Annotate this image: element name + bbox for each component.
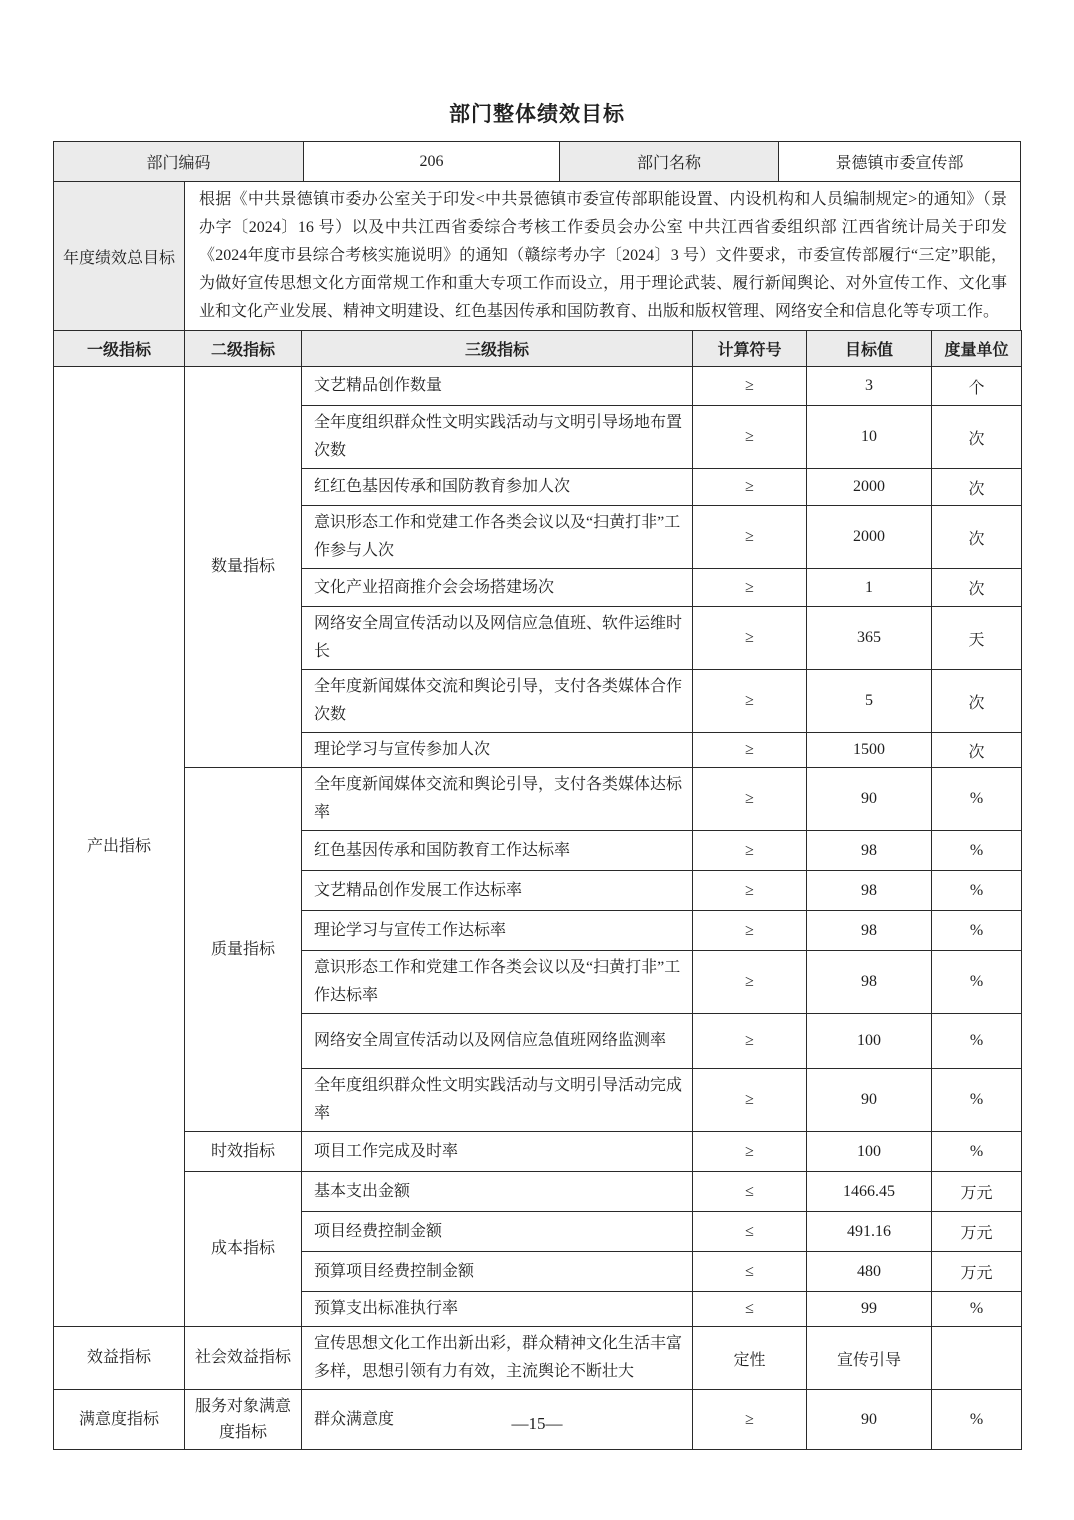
column-header: 二级指标	[185, 331, 302, 367]
target-value-cell: 98	[807, 911, 932, 951]
column-header: 计算符号	[693, 331, 807, 367]
target-value-cell: 2000	[807, 469, 932, 506]
level2-indicator-cell: 服务对象满意度指标	[185, 1390, 302, 1450]
target-value-cell: 1500	[807, 733, 932, 768]
unit-cell: %	[932, 871, 1022, 911]
table-row	[54, 1327, 1022, 1390]
target-value-cell: 90	[807, 768, 932, 831]
target-value-cell: 10	[807, 406, 932, 469]
annual-goal-label: 年度绩效总目标	[54, 182, 185, 331]
annual-goal-text: 根据《中共景德镇市委办公室关于印发<中共景德镇市委宣传部职能设置、内设机构和人员编制规定>的通知》（景办字〔2024〕16 号）以及中共江西省委综合考核工作委员会办公室 中共江西省委组织部 江西省统计局关于印发《2024年度市县综合考核实施说明》的通知（赣综考办字〔2024〕3 号）文件要求，市委宣传部履行“三定”职能，为做好宣传思想文化方面常规工作和重大专项工作而设立，用于理论武装、履行新闻舆论、对外宣传工作、文化事业和文化产业发展、精神文明建设、红色基因传承和国防教育、出版和版权管理、网络安全和信息化等专项工作。	[185, 182, 1021, 331]
unit-cell: 次	[932, 506, 1022, 569]
unit-cell	[932, 1327, 1022, 1390]
calc-symbol-cell: ≥	[693, 406, 807, 469]
dept-info-table	[53, 141, 1021, 182]
calc-symbol-cell: ≥	[693, 1390, 807, 1450]
column-header: 度量单位	[932, 331, 1022, 367]
level3-indicator-cell: 文艺精品创作数量	[302, 367, 693, 406]
unit-cell: 万元	[932, 1212, 1022, 1252]
dept-code-value: 206	[304, 142, 560, 182]
calc-symbol-cell: ≥	[693, 670, 807, 733]
level3-indicator-cell: 全年度新闻媒体交流和舆论引导，支付各类媒体达标率	[302, 768, 693, 831]
target-value-cell: 5	[807, 670, 932, 733]
target-value-cell: 1466.45	[807, 1172, 932, 1212]
calc-symbol-cell: ≥	[693, 871, 807, 911]
unit-cell: %	[932, 1069, 1022, 1132]
level1-indicator-cell: 效益指标	[54, 1327, 185, 1390]
level3-indicator-cell: 文艺精品创作发展工作达标率	[302, 871, 693, 911]
document-body	[53, 141, 1021, 1450]
calc-symbol-cell: ≤	[693, 1172, 807, 1212]
level3-indicator-cell: 预算项目经费控制金额	[302, 1252, 693, 1292]
annual-goal-table	[53, 181, 1021, 331]
unit-cell: 万元	[932, 1172, 1022, 1212]
column-header-row	[54, 331, 1022, 367]
unit-cell: 天	[932, 607, 1022, 670]
level3-indicator-cell: 网络安全周宣传活动以及网信应急值班网络监测率	[302, 1014, 693, 1069]
target-value-cell: 365	[807, 607, 932, 670]
level2-indicator-cell: 质量指标	[185, 768, 302, 1132]
level3-indicator-cell: 项目经费控制金额	[302, 1212, 693, 1252]
calc-symbol-cell: ≥	[693, 469, 807, 506]
calc-symbol-cell: 定性	[693, 1327, 807, 1390]
level1-indicator-cell: 满意度指标	[54, 1390, 185, 1450]
table-row	[54, 1172, 1022, 1212]
target-value-cell: 100	[807, 1014, 932, 1069]
level3-indicator-cell: 网络安全周宣传活动以及网信应急值班、软件运维时长	[302, 607, 693, 670]
level2-indicator-cell: 时效指标	[185, 1132, 302, 1172]
target-value-cell: 1	[807, 569, 932, 607]
unit-cell: 万元	[932, 1252, 1022, 1292]
dept-name-label: 部门名称	[560, 142, 779, 182]
page-title: 部门整体绩效目标	[449, 102, 625, 126]
calc-symbol-cell: ≥	[693, 911, 807, 951]
target-value-cell: 宣传引导	[807, 1327, 932, 1390]
target-value-cell: 98	[807, 951, 932, 1014]
dept-info-row	[54, 142, 1021, 182]
level3-indicator-cell: 预算支出标准执行率	[302, 1292, 693, 1327]
calc-symbol-cell: ≥	[693, 1069, 807, 1132]
unit-cell: 次	[932, 733, 1022, 768]
unit-cell: 次	[932, 670, 1022, 733]
level3-indicator-cell: 意识形态工作和党建工作各类会议以及“扫黄打非”工作参与人次	[302, 506, 693, 569]
unit-cell: %	[932, 831, 1022, 871]
calc-symbol-cell: ≥	[693, 1014, 807, 1069]
level3-indicator-cell: 意识形态工作和党建工作各类会议以及“扫黄打非”工作达标率	[302, 951, 693, 1014]
unit-cell: %	[932, 1132, 1022, 1172]
level3-indicator-cell: 红红色基因传承和国防教育参加人次	[302, 469, 693, 506]
level3-indicator-cell: 项目工作完成及时率	[302, 1132, 693, 1172]
target-value-cell: 100	[807, 1132, 932, 1172]
table-row	[54, 367, 1022, 406]
level3-indicator-cell: 红色基因传承和国防教育工作达标率	[302, 831, 693, 871]
unit-cell: %	[932, 911, 1022, 951]
annual-goal-row	[54, 182, 1021, 331]
target-value-cell: 90	[807, 1069, 932, 1132]
column-header: 一级指标	[54, 331, 185, 367]
unit-cell: %	[932, 951, 1022, 1014]
column-header: 三级指标	[302, 331, 693, 367]
level3-indicator-cell: 文化产业招商推介会会场搭建场次	[302, 569, 693, 607]
calc-symbol-cell: ≤	[693, 1252, 807, 1292]
dept-code-label: 部门编码	[54, 142, 304, 182]
table-row	[54, 1132, 1022, 1172]
page-number: —15—	[511, 1414, 563, 1433]
calc-symbol-cell: ≥	[693, 951, 807, 1014]
target-value-cell: 99	[807, 1292, 932, 1327]
unit-cell: 个	[932, 367, 1022, 406]
calc-symbol-cell: ≥	[693, 1132, 807, 1172]
level3-indicator-cell: 全年度组织群众性文明实践活动与文明引导场地布置次数	[302, 406, 693, 469]
level3-indicator-cell: 基本支出金额	[302, 1172, 693, 1212]
target-value-cell: 98	[807, 831, 932, 871]
level3-indicator-cell: 理论学习与宣传工作达标率	[302, 911, 693, 951]
target-value-cell: 90	[807, 1390, 932, 1450]
unit-cell: 次	[932, 469, 1022, 506]
target-value-cell: 98	[807, 871, 932, 911]
level2-indicator-cell: 数量指标	[185, 367, 302, 768]
calc-symbol-cell: ≥	[693, 831, 807, 871]
table-row	[54, 768, 1022, 831]
unit-cell: %	[932, 1292, 1022, 1327]
level1-indicator-cell: 产出指标	[54, 367, 185, 1327]
calc-symbol-cell: ≥	[693, 506, 807, 569]
level3-indicator-cell: 全年度新闻媒体交流和舆论引导，支付各类媒体合作次数	[302, 670, 693, 733]
unit-cell: %	[932, 1390, 1022, 1450]
target-value-cell: 491.16	[807, 1212, 932, 1252]
calc-symbol-cell: ≤	[693, 1292, 807, 1327]
performance-table-body	[54, 367, 1022, 1450]
column-header: 目标值	[807, 331, 932, 367]
target-value-cell: 2000	[807, 506, 932, 569]
level2-indicator-cell: 成本指标	[185, 1172, 302, 1327]
calc-symbol-cell: ≥	[693, 569, 807, 607]
performance-indicator-table	[53, 330, 1022, 1450]
dept-name-value: 景德镇市委宣传部	[779, 142, 1021, 182]
unit-cell: %	[932, 1014, 1022, 1069]
calc-symbol-cell: ≤	[693, 1212, 807, 1252]
level2-indicator-cell: 社会效益指标	[185, 1327, 302, 1390]
calc-symbol-cell: ≥	[693, 367, 807, 406]
calc-symbol-cell: ≥	[693, 607, 807, 670]
target-value-cell: 480	[807, 1252, 932, 1292]
level3-indicator-cell: 全年度组织群众性文明实践活动与文明引导活动完成率	[302, 1069, 693, 1132]
calc-symbol-cell: ≥	[693, 768, 807, 831]
level3-indicator-cell: 宣传思想文化工作出新出彩，群众精神文化生活丰富多样，思想引领有力有效，主流舆论不断壮大	[302, 1327, 693, 1390]
unit-cell: 次	[932, 406, 1022, 469]
level3-indicator-cell: 理论学习与宣传参加人次	[302, 733, 693, 768]
target-value-cell: 3	[807, 367, 932, 406]
calc-symbol-cell: ≥	[693, 733, 807, 768]
unit-cell: %	[932, 768, 1022, 831]
unit-cell: 次	[932, 569, 1022, 607]
level3-indicator-cell: 群众满意度	[302, 1390, 693, 1450]
